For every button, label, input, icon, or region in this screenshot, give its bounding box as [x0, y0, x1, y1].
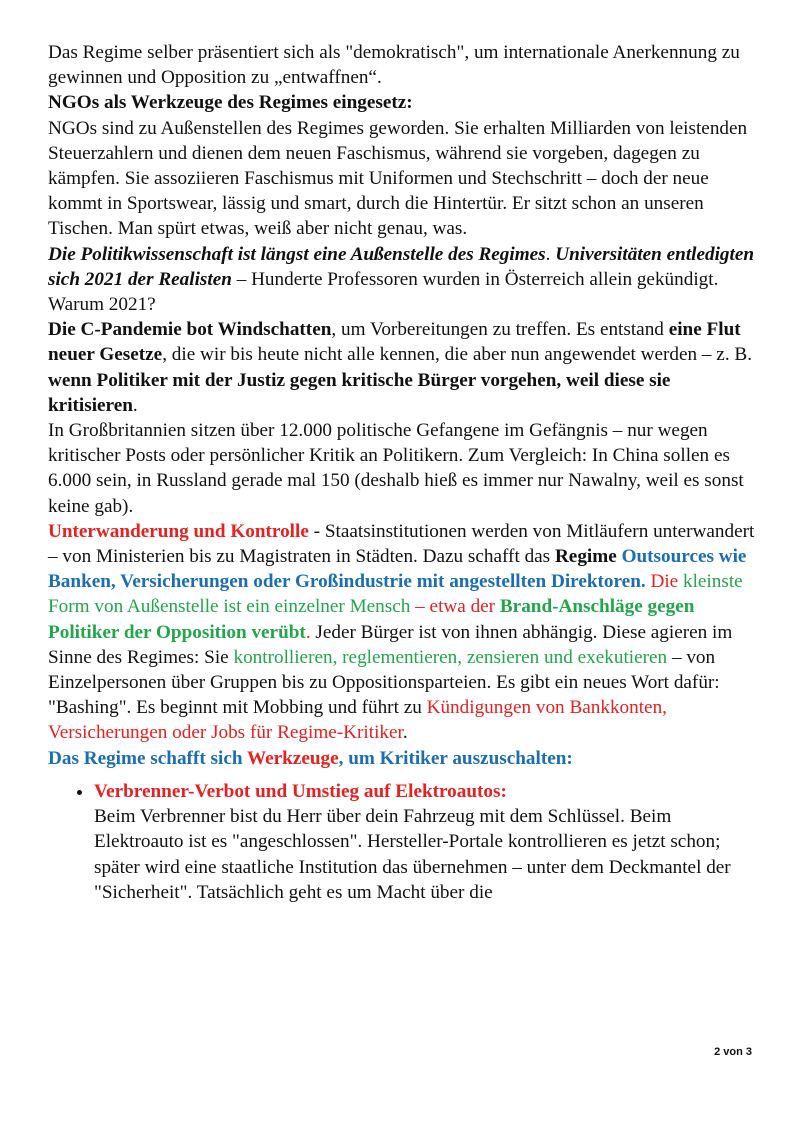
heading-ngos — [48, 90, 764, 115]
unter-outsources: Outsources wie Banken, Versicherungen oder Großindustrie mit angestellten Direktoren. — [48, 546, 747, 593]
unter-red-3: . — [305, 621, 311, 643]
list-item-title: Verbrenner-Verbot und Umstieg auf Elektroautos: — [94, 780, 507, 802]
polit-rest: – Hunderte Professoren wurden in Österreich allein gekündigt. — [231, 268, 719, 290]
list-item-text: Beim Verbrenner bist du Herr über dein Fahrzeug mit dem Schlüssel. Beim Elektroauto ist es "angeschlossen". Hersteller-Portale kontrollieren es jetzt schon; später wird eine staatliche Institution das übernehmen – unter dem Deckmantel der "Sicherheit". Tatsächlich geht es um Macht über die — [94, 806, 731, 903]
pandemie-bold-2: eine Flut neuer Gesetze — [48, 319, 741, 366]
unter-red-2: – etwa der — [410, 596, 496, 618]
politikwissenschaft-paragraph — [48, 242, 764, 292]
intro-paragraph: Das Regime selber präsentiert sich als "demokratisch", um internationale Anerkennung zu gewinnen und Opposition zu „entwaffnen“. — [48, 42, 740, 89]
werkzeuge-red: Werkzeuge — [246, 747, 339, 769]
polit-bold-italic-1: Die Politikwissenschaft ist längst eine Außenstelle des Regimes — [48, 243, 546, 265]
pandemie-text-2: , die wir bis heute nicht alle kennen, die aber nun angewendet werden – z. B. — [162, 344, 753, 366]
unter-red-1: Die — [645, 571, 679, 593]
heading-ngos-text: NGOs als Werkzeuge des Regimes eingesetz: — [48, 92, 413, 114]
ngos-paragraph: NGOs sind zu Außenstellen des Regimes geworden. Sie erhalten Milliarden von leistenden Steuerzahlern und dienen dem neuen Faschismus, während sie vorgeben, dagegen zu kämpfen. Sie assoziieren Faschismus mit Uniformen und Stechschritt – doch der neue kommt in Sportswear, lässig und smart, durch die Hintertür. Er sitzt schon an unseren Tischen. Man spürt etwas, weiß aber nicht genau, was. — [48, 117, 748, 240]
werkzeuge-heading — [48, 746, 764, 771]
werkzeuge-blue-1: Das Regime schafft sich — [48, 747, 247, 769]
unter-text-4: . — [402, 722, 408, 744]
document-page — [48, 40, 764, 905]
unter-regime: Regime — [554, 546, 617, 568]
polit-bold-italic-2: Universitäten entledigten sich 2021 der Realisten — [48, 243, 755, 290]
unter-green-2: kontrollieren, reglementieren, zensieren und exekutieren — [233, 646, 668, 668]
pandemie-bold-1: Die C-Pandemie bot Windschatten — [48, 319, 332, 341]
list-item — [94, 779, 764, 905]
werkzeuge-blue-2: , um Kritiker auszuschalten: — [338, 747, 573, 769]
pandemie-text-1: , um Vorbereitungen zu treffen. Es entstand — [331, 319, 669, 341]
polit-dot: . — [545, 243, 556, 265]
pandemie-text-3: . — [132, 394, 138, 416]
grossbritannien-paragraph: In Großbritannien sitzen über 12.000 politische Gefangene im Gefängnis – nur wegen kritischer Posts oder persönlicher Kritik an Politikern. Zum Vergleich: In China sollen es 6.000 sein, in Russland gerade mal 150 (deshalb hieß es immer nur Nawalny, weil es sonst keine gab). — [48, 420, 744, 517]
unter-green-bold: Brand-Anschläge gegen Politiker der Opposition verübt — [48, 596, 695, 643]
unter-text-1: - Staatsinstitutionen werden von Mitläufern unterwandert – von Ministerien bis zu Magistraten in Städten. Dazu schafft das — [48, 520, 755, 568]
werkzeuge-list — [48, 779, 764, 905]
unter-text-3: – von Einzelpersonen über Gruppen bis zu Oppositionsparteien. Es gibt ein neues Wort dafür: "Bashing". Es beginnt mit Mobbing und führt zu — [48, 646, 720, 719]
unter-green-1: kleinste Form von Außenstelle ist ein einzelner Mensch — [48, 571, 743, 618]
unter-text-2: Jeder Bürger ist von ihnen abhängig. Diese agieren im Sinne des Regimes: Sie — [48, 621, 733, 668]
pandemie-bold-3: wenn Politiker mit der Justiz gegen kritische Bürger vorgehen, weil diese sie kritisieren — [48, 369, 671, 416]
unter-red-4: Kündigungen von Bankkonten, Versicherungen oder Jobs für Regime-Kritiker — [48, 697, 667, 744]
unterwanderung-heading: Unterwanderung und Kontrolle — [48, 520, 309, 542]
page-number: 2 von 3 — [714, 1046, 752, 1058]
pandemie-paragraph — [48, 317, 764, 418]
unterwanderung-paragraph — [48, 519, 764, 746]
warum-line: Warum 2021? — [48, 294, 156, 316]
